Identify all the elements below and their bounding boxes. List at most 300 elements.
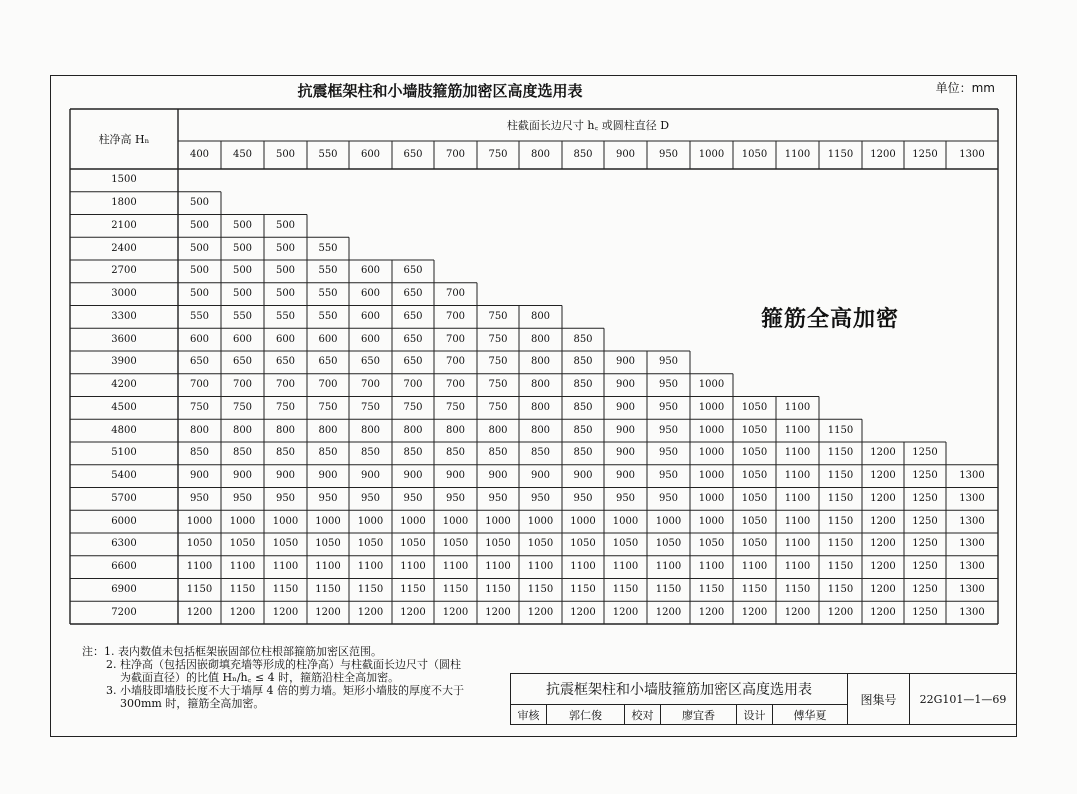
row-header: 6300	[111, 538, 137, 550]
table-cell: 950	[658, 379, 679, 391]
table-cell: 950	[445, 492, 466, 504]
column-header: 400	[189, 149, 210, 160]
table-cell: 600	[318, 333, 338, 345]
table-cell: 800	[530, 333, 551, 345]
table-cell: 500	[275, 219, 296, 231]
table-cell: 1150	[827, 538, 854, 550]
table-cell: 500	[275, 288, 296, 300]
table-cell: 550	[318, 288, 338, 300]
table-cell: 1200	[527, 606, 554, 618]
table-cell: 1100	[612, 561, 639, 573]
table-cell: 1300	[959, 538, 985, 550]
table-cell: 1100	[357, 561, 384, 573]
table-cell: 900	[275, 470, 296, 482]
table-cell: 900	[445, 470, 466, 482]
table-cell: 950	[658, 356, 679, 368]
table-cell: 1000	[698, 379, 725, 391]
table-cell: 700	[445, 379, 466, 391]
table-cell: 600	[189, 333, 210, 345]
table-cell: 1050	[741, 424, 768, 436]
table-cell: 1150	[655, 583, 682, 595]
table-cell: 650	[360, 356, 381, 368]
table-cell: 750	[403, 401, 423, 413]
table-cell: 1000	[698, 401, 725, 413]
table-cell: 700	[232, 379, 253, 391]
table-cell: 1200	[741, 606, 768, 618]
table-cell: 900	[318, 470, 338, 482]
table-cell: 1100	[784, 447, 811, 459]
row-header: 7200	[111, 606, 137, 618]
table-cell: 1150	[315, 583, 341, 595]
table-cell: 500	[189, 197, 210, 209]
table-cell: 1050	[186, 538, 213, 550]
table-cell: 1050	[655, 538, 682, 550]
table-cell: 1050	[741, 515, 768, 527]
review-name: 郭仁俊	[547, 705, 625, 725]
table-cell: 800	[403, 424, 423, 436]
table-cell: 1300	[959, 583, 985, 595]
table-cell: 850	[189, 447, 210, 459]
table-cell: 850	[275, 447, 296, 459]
table-cell: 700	[445, 333, 466, 345]
row-header: 2700	[111, 265, 137, 277]
table-cell: 800	[232, 424, 253, 436]
column-header: 1150	[827, 149, 854, 160]
table-cell: 500	[189, 265, 210, 277]
row-header: 2400	[111, 242, 137, 254]
table-cell: 750	[488, 379, 508, 391]
design-label: 设计	[737, 705, 773, 725]
check-name: 廖宜香	[661, 705, 737, 725]
table-cell: 800	[530, 424, 551, 436]
table-cell: 1100	[570, 561, 596, 573]
table-cell: 1000	[698, 470, 725, 482]
table-cell: 950	[488, 492, 508, 504]
table-cell: 1000	[315, 515, 341, 527]
table-cell: 1050	[485, 538, 511, 550]
table-cell: 650	[403, 265, 423, 277]
table-cell: 1050	[272, 538, 299, 550]
table-cell: 1150	[527, 583, 554, 595]
table-cell: 950	[275, 492, 296, 504]
table-cell: 1150	[698, 583, 725, 595]
table-cell: 1100	[272, 561, 299, 573]
table-cell: 950	[573, 492, 593, 504]
column-header: 1200	[870, 149, 896, 160]
row-header: 5100	[111, 447, 137, 459]
column-header: 450	[232, 149, 253, 160]
table-cell: 1150	[827, 492, 854, 504]
table-cell: 1100	[784, 470, 811, 482]
table-cell: 500	[189, 288, 210, 300]
table-cell: 1150	[400, 583, 426, 595]
column-header: 550	[318, 149, 338, 160]
review-label: 审核	[511, 705, 547, 725]
note-2-cont: 为截面直径）的比值 Hₙ/h꜀ ≤ 4 时，箍筋沿柱全高加密。	[120, 671, 400, 684]
table-cell: 900	[360, 470, 381, 482]
full-height-label: 箍筋全高加密	[760, 306, 899, 332]
table-cell: 650	[403, 333, 423, 345]
table-cell: 1100	[485, 561, 511, 573]
row-header: 6000	[111, 515, 137, 527]
table-cell: 500	[232, 288, 253, 300]
table-cell: 1150	[229, 583, 256, 595]
row-header: 1800	[111, 197, 137, 209]
table-cell: 1200	[485, 606, 511, 618]
column-header: 1300	[959, 149, 985, 160]
row-header: 6600	[111, 561, 137, 573]
table-cell: 750	[488, 356, 508, 368]
table-cell: 950	[360, 492, 381, 504]
unit-label: 单位：mm	[935, 81, 995, 95]
table-cell: 1200	[698, 606, 725, 618]
table-cell: 800	[360, 424, 381, 436]
table-cell: 850	[530, 447, 551, 459]
table-cell: 800	[530, 356, 551, 368]
table-cell: 1000	[272, 515, 299, 527]
column-header: 950	[658, 149, 679, 160]
table-cell: 1000	[655, 515, 682, 527]
note-3: 3. 小墙肢即墙肢长度不大于墙厚 4 倍的剪力墙。矩形小墙肢的厚度不大于	[106, 684, 464, 697]
table-cell: 550	[318, 242, 338, 254]
table-cell: 1300	[959, 606, 985, 618]
table-cell: 1200	[315, 606, 341, 618]
table-cell: 950	[530, 492, 551, 504]
table-cell: 1200	[570, 606, 596, 618]
table-cell: 1050	[527, 538, 554, 550]
table-cell: 1050	[357, 538, 384, 550]
table-cell: 850	[573, 379, 593, 391]
table-cell: 1150	[827, 424, 854, 436]
table-cell: 1050	[400, 538, 426, 550]
table-cell: 750	[189, 401, 210, 413]
table-cell: 800	[530, 401, 551, 413]
table-cell: 1200	[357, 606, 384, 618]
table-cell: 1100	[655, 561, 682, 573]
table-cell: 900	[615, 379, 636, 391]
row-header: 3000	[111, 288, 137, 300]
table-cell: 750	[445, 401, 466, 413]
table-cell: 1150	[612, 583, 639, 595]
row-header: 4800	[111, 424, 137, 436]
table-cell: 650	[403, 288, 423, 300]
column-header: 1250	[912, 149, 938, 160]
table-cell: 750	[318, 401, 338, 413]
table-cell: 1150	[186, 583, 213, 595]
table-cell: 900	[615, 447, 636, 459]
table-cell: 1000	[527, 515, 554, 527]
row-header: 2100	[111, 219, 137, 231]
table-cell: 800	[318, 424, 338, 436]
column-header: 650	[403, 149, 423, 160]
design-name: 傅华夏	[773, 705, 848, 725]
atlas-label: 图集号	[848, 674, 910, 725]
table-cell: 1050	[741, 470, 768, 482]
column-header: 850	[573, 149, 593, 160]
table-cell: 1300	[959, 561, 985, 573]
table-cell: 1100	[784, 515, 811, 527]
table-cell: 650	[403, 310, 423, 322]
table-cell: 800	[189, 424, 210, 436]
table-cell: 1100	[698, 561, 725, 573]
table-cell: 600	[232, 333, 253, 345]
table-cell: 1100	[784, 401, 811, 413]
table-cell: 700	[445, 310, 466, 322]
table-cell: 1050	[741, 538, 768, 550]
page-title: 抗震框架柱和小墙肢箍筋加密区高度选用表	[297, 82, 583, 100]
table-cell: 1250	[912, 583, 938, 595]
table-cell: 950	[403, 492, 423, 504]
table-cell: 700	[445, 356, 466, 368]
table-cell: 1300	[959, 492, 985, 504]
atlas-number: 22G101—1—69	[919, 693, 1007, 706]
table-cell: 1200	[186, 606, 213, 618]
table-cell: 950	[658, 447, 679, 459]
table-cell: 900	[232, 470, 253, 482]
table-cell: 900	[615, 401, 636, 413]
table-cell: 1250	[912, 561, 938, 573]
table-cell: 800	[275, 424, 296, 436]
table-cell: 1300	[959, 515, 985, 527]
table-cell: 900	[189, 470, 210, 482]
column-group-header: 柱截面长边尺寸 h꜀ 或圆柱直径 D	[506, 119, 670, 132]
table-cell: 1200	[870, 492, 896, 504]
table-cell: 850	[445, 447, 466, 459]
row-header: 3900	[111, 356, 137, 368]
note-1: 注：1. 表内数值未包括框架嵌固部位柱根部箍筋加密区范围。	[82, 645, 382, 658]
table-cell: 650	[318, 356, 338, 368]
table-cell: 850	[573, 356, 593, 368]
table-cell: 1100	[186, 561, 213, 573]
table-cell: 1200	[870, 515, 896, 527]
table-cell: 850	[573, 401, 593, 413]
table-cell: 1250	[912, 470, 938, 482]
table-cell: 950	[232, 492, 253, 504]
table-cell: 1000	[357, 515, 384, 527]
table-cell: 1100	[784, 424, 811, 436]
table-cell: 800	[445, 424, 466, 436]
table-cell: 700	[445, 288, 466, 300]
table-cell: 1100	[784, 492, 811, 504]
table-cell: 800	[488, 424, 508, 436]
table-cell: 1000	[698, 424, 725, 436]
table-cell: 1250	[912, 447, 938, 459]
table-cell: 1300	[959, 470, 985, 482]
table-cell: 950	[615, 492, 636, 504]
table-cell: 650	[275, 356, 296, 368]
table-cell: 900	[615, 356, 636, 368]
check-label: 校对	[625, 705, 661, 725]
table-cell: 750	[488, 333, 508, 345]
table-cell: 1050	[315, 538, 341, 550]
table-cell: 1000	[612, 515, 639, 527]
table-cell: 850	[318, 447, 338, 459]
table-cell: 850	[360, 447, 381, 459]
row-header: 6900	[111, 583, 137, 595]
table-cell: 950	[658, 470, 679, 482]
table-cell: 750	[360, 401, 381, 413]
table-cell: 1100	[527, 561, 554, 573]
column-header: 750	[488, 149, 508, 160]
table-cell: 900	[403, 470, 423, 482]
table-cell: 1200	[827, 606, 854, 618]
table-cell: 1200	[612, 606, 639, 618]
row-header: 4200	[111, 379, 137, 391]
table-cell: 600	[360, 288, 381, 300]
table-cell: 950	[658, 424, 679, 436]
table-cell: 1200	[655, 606, 682, 618]
column-header: 1100	[784, 149, 811, 160]
table-cell: 1000	[570, 515, 596, 527]
table-cell: 1000	[442, 515, 469, 527]
table-cell: 1150	[442, 583, 469, 595]
note-3-cont: 300mm 时，箍筋全高加密。	[120, 697, 265, 710]
table-cell: 950	[658, 401, 679, 413]
table-cell: 750	[275, 401, 296, 413]
table-cell: 500	[232, 265, 253, 277]
notes	[82, 645, 507, 710]
title-block	[510, 673, 1017, 725]
table-cell: 1050	[698, 538, 725, 550]
table-cell: 1050	[741, 447, 768, 459]
table-cell: 850	[573, 333, 593, 345]
table-cell: 1150	[827, 447, 854, 459]
table-cell: 1000	[698, 492, 725, 504]
table-cell: 650	[403, 356, 423, 368]
column-header: 700	[445, 149, 466, 160]
table-cell: 1150	[570, 583, 596, 595]
table-cell: 900	[573, 470, 593, 482]
table-cell: 1000	[229, 515, 256, 527]
table-cell: 850	[573, 424, 593, 436]
table-cell: 900	[488, 470, 508, 482]
row-header: 1500	[111, 174, 137, 186]
table-cell: 1150	[827, 470, 854, 482]
table-cell: 1050	[612, 538, 639, 550]
table-cell: 600	[360, 333, 381, 345]
table-cell: 500	[189, 242, 210, 254]
table-cell: 500	[189, 219, 210, 231]
table-cell: 550	[275, 310, 296, 322]
table-cell: 950	[658, 492, 679, 504]
table-cell: 1250	[912, 492, 938, 504]
table-cell: 1200	[870, 583, 896, 595]
table-cell: 850	[232, 447, 253, 459]
table-cell: 1250	[912, 515, 938, 527]
table-cell: 1100	[784, 538, 811, 550]
table-cell: 1200	[784, 606, 811, 618]
table-cell: 900	[615, 424, 636, 436]
table-cell: 500	[275, 242, 296, 254]
table-cell: 1150	[485, 583, 511, 595]
table-cell: 1200	[400, 606, 426, 618]
column-header: 500	[275, 149, 296, 160]
row-header: 4500	[111, 401, 137, 413]
column-header: 1050	[741, 149, 768, 160]
table-cell: 750	[488, 310, 508, 322]
table-cell: 1100	[442, 561, 469, 573]
table-cell: 1150	[741, 583, 768, 595]
table-cell: 950	[318, 492, 338, 504]
table-cell: 1200	[870, 606, 896, 618]
table-cell: 1100	[784, 561, 811, 573]
table-cell: 1050	[570, 538, 596, 550]
table-cell: 650	[189, 356, 210, 368]
table-cell: 1150	[827, 561, 854, 573]
table-cell: 700	[189, 379, 210, 391]
table-cell: 1100	[400, 561, 426, 573]
table-cell: 1050	[442, 538, 469, 550]
title-block-title: 抗震框架柱和小墙肢箍筋加密区高度选用表	[511, 674, 848, 705]
table-cell: 1100	[741, 561, 768, 573]
note-2: 2. 柱净高（包括因嵌砌填充墙等形成的柱净高）与柱截面长边尺寸（圆柱	[106, 658, 461, 671]
table-cell: 1050	[741, 492, 768, 504]
table-cell: 600	[275, 333, 296, 345]
table-cell: 900	[530, 470, 551, 482]
table-cell: 550	[318, 310, 338, 322]
table-cell: 1250	[912, 606, 938, 618]
row-header: 3300	[111, 310, 137, 322]
table-cell: 1250	[912, 538, 938, 550]
table-cell: 600	[360, 265, 381, 277]
table-cell: 700	[275, 379, 296, 391]
table-cell: 1150	[784, 583, 811, 595]
row-header: 5400	[111, 470, 137, 482]
table-cell: 1200	[229, 606, 256, 618]
column-header: 1000	[698, 149, 725, 160]
table-cell: 1200	[870, 561, 896, 573]
table-cell: 1150	[357, 583, 384, 595]
table-cell: 1100	[229, 561, 256, 573]
table-cell: 650	[232, 356, 253, 368]
table-cell: 850	[403, 447, 423, 459]
column-header: 900	[615, 149, 636, 160]
table-cell: 850	[573, 447, 593, 459]
table-cell: 550	[318, 265, 338, 277]
table-cell: 1200	[870, 447, 896, 459]
table-cell: 800	[530, 310, 551, 322]
table-cell: 1100	[315, 561, 341, 573]
row-header: 5700	[111, 492, 137, 504]
table-cell: 550	[232, 310, 253, 322]
table-cell: 1150	[272, 583, 299, 595]
row-header-title: 柱净高 Hₙ	[98, 133, 150, 146]
table-cell: 1000	[698, 447, 725, 459]
table-cell: 1150	[827, 583, 854, 595]
table-cell: 750	[488, 401, 508, 413]
table-cell: 550	[189, 310, 210, 322]
table-cell: 1050	[229, 538, 256, 550]
table-cell: 1000	[485, 515, 511, 527]
table-cell: 1200	[870, 470, 896, 482]
table-cell: 1050	[741, 401, 768, 413]
table-cell: 700	[403, 379, 423, 391]
column-header: 800	[530, 149, 551, 160]
column-header: 600	[360, 149, 381, 160]
table-cell: 950	[189, 492, 210, 504]
table-cell: 1000	[186, 515, 213, 527]
table-cell: 500	[232, 242, 253, 254]
table-cell: 1150	[827, 515, 854, 527]
table-cell: 750	[232, 401, 253, 413]
table-cell: 500	[232, 219, 253, 231]
table-cell: 800	[530, 379, 551, 391]
table-cell: 600	[360, 310, 381, 322]
table-cell: 1200	[870, 538, 896, 550]
table-cell: 1000	[698, 515, 725, 527]
table-cell: 900	[615, 470, 636, 482]
table-cell: 700	[318, 379, 338, 391]
